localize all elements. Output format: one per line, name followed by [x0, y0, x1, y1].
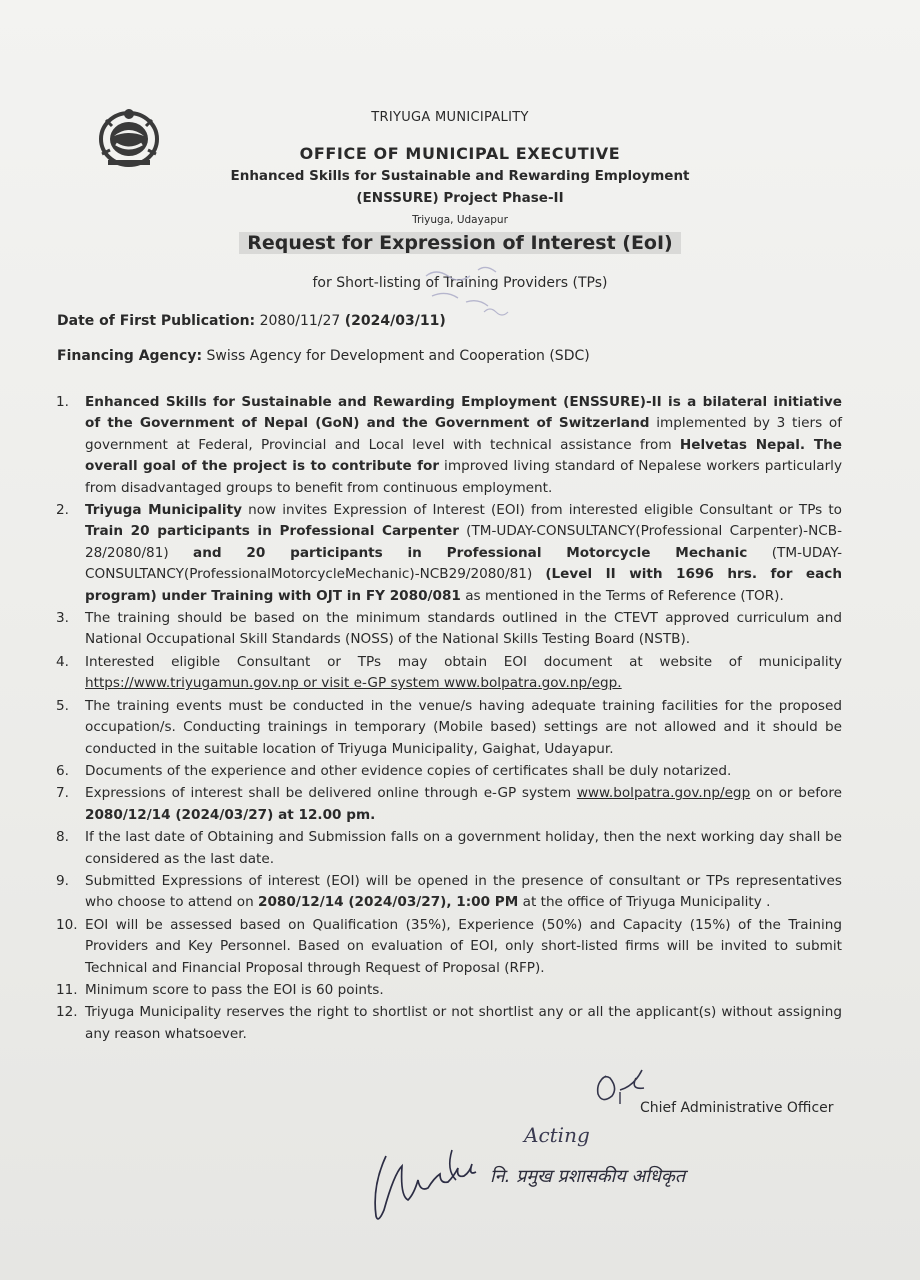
eoi-term-fragment: EOI will be assessed based on Qualification (35%), Experience (50%) and Capacity (15%) of the Training Providers and Key Personnel. Based on evaluation of EOI, only short-listed firms will be invited to submit Technical and Financial Proposal through Request of Proposal (RFP).	[85, 916, 842, 976]
eoi-term-number: 12.	[56, 1004, 78, 1021]
eoi-term-fragment: The training should be based on the minimum standards outlined in the CTEVT approved curriculum and National Occupational Skill Standards (NOSS) of the National Skills Testing Board (NSTB).	[85, 610, 842, 648]
eoi-term-item	[56, 696, 842, 760]
eoi-term-fragment: Documents of the experience and other evidence copies of certificates shall be duly notarized.	[85, 762, 732, 779]
eoi-terms-list	[56, 392, 842, 1046]
eoi-term-text	[85, 871, 842, 914]
eoi-term-item	[56, 608, 842, 651]
eoi-term-item	[56, 827, 842, 870]
eoi-term-fragment: (TM-UDAY-CONSULTANCY(Professional Carpenter)-NCB-28/2080/81)	[85, 523, 842, 561]
eoi-term-fragment: as mentioned in the Terms of Reference (TOR).	[460, 587, 784, 604]
eoi-term-item	[56, 761, 842, 782]
eoi-term-fragment: on or before	[750, 785, 842, 802]
eoi-term-fragment: Expressions of interest shall be delivered online through e-GP system	[85, 785, 577, 802]
eoi-term-link: www.bolpatra.gov.np/egp	[576, 785, 751, 802]
document-title-text: Request for Expression of Interest (EoI)	[239, 232, 681, 254]
eoi-term-fragment: at the office of Triyuga Municipality .	[518, 894, 771, 911]
publication-date-label: Date of First Publication:	[57, 313, 256, 329]
eoi-term-fragment: Submitted Expressions of interest (EOI) will be opened in the presence of consultant or TPs representatives who choose to attend on	[85, 872, 842, 911]
financing-agency-line	[57, 348, 590, 364]
office-name: OFFICE OF MUNICIPAL EXECUTIVE	[299, 144, 621, 163]
eoi-term-text	[85, 915, 842, 979]
eoi-term-number: 6.	[56, 762, 69, 779]
eoi-term-fragment: 2080/12/14 (2024/03/27) at 12.00 pm.	[85, 806, 376, 823]
document-title	[0, 232, 920, 254]
project-name-line1: Enhanced Skills for Sustainable and Rewarding Employment	[230, 168, 690, 184]
eoi-term-fragment: Minimum score to pass the EOI is 60 points.	[85, 981, 384, 998]
eoi-term-fragment: Triyuga Municipality reserves the right to shortlist or not shortlist any or all the applicant(s) without assigning any reason whatsoever.	[85, 1004, 842, 1042]
eoi-term-text	[85, 980, 842, 1001]
publication-date-ad: (2024/03/11)	[344, 313, 446, 329]
eoi-term-text	[85, 652, 842, 695]
eoi-term-fragment: 2080/12/14 (2024/03/27), 1:00 PM	[258, 894, 519, 911]
eoi-term-number: 7.	[56, 785, 69, 802]
eoi-term-fragment: Interested eligible Consultant or TPs may obtain EOI document at website of municipality	[85, 653, 842, 670]
eoi-term-text	[85, 500, 842, 607]
municipality-name: TRIYUGA MUNICIPALITY	[371, 110, 529, 125]
eoi-term-number: 5.	[56, 697, 69, 714]
handwritten-signature	[362, 1136, 492, 1228]
financing-agency-value: Swiss Agency for Development and Cooperation (SDC)	[206, 348, 590, 364]
eoi-term-item	[56, 980, 842, 1001]
eoi-term-fragment: Train 20 participants in Professional Carpenter	[85, 523, 459, 540]
eoi-term-text	[85, 1002, 842, 1045]
eoi-term-number: 11.	[56, 981, 78, 998]
document-subtitle: for Short-listing of Training Providers (TPs)	[312, 275, 608, 291]
eoi-term-item	[56, 652, 842, 695]
eoi-term-number: 4.	[56, 653, 69, 670]
eoi-term-fragment: implemented by 3 tiers of government at Federal, Provincial and Local level with technical assistance from	[85, 415, 842, 453]
eoi-term-text	[85, 608, 842, 651]
eoi-term-text	[85, 827, 842, 870]
eoi-term-item	[56, 783, 842, 826]
eoi-term-fragment: Triyuga Municipality	[85, 502, 242, 519]
eoi-term-fragment: Helvetas Nepal. The overall goal of the project is to contribute for	[85, 436, 843, 475]
eoi-term-text	[85, 761, 842, 782]
eoi-term-number: 9.	[56, 872, 69, 889]
eoi-term-number: 2.	[56, 502, 69, 519]
eoi-term-link: https://www.triyugamun.gov.np or visit e-GP system www.bolpatra.gov.np/egp.	[85, 675, 622, 692]
eoi-term-fragment: (Level II with 1696 hrs. for each program) under Training with OJT in FY 2080/081	[85, 566, 843, 604]
eoi-term-item	[56, 1002, 842, 1045]
eoi-term-number: 3.	[56, 610, 69, 627]
eoi-term-fragment: The training events must be conducted in the venue/s having adequate training facilities for the proposed occupation/s. Conducting trainings in temporary (Mobile based) settings are not allowed and it should be conducted in the suitable location of Triyuga Municipality, Gaighat, Udayapur.	[85, 697, 842, 757]
eoi-term-text	[85, 392, 842, 499]
project-name-line2: (ENSSURE) Project Phase-II	[356, 190, 564, 206]
office-location: Triyuga, Udayapur	[412, 214, 508, 226]
eoi-term-text	[85, 696, 842, 760]
eoi-term-fragment: (TM-UDAY-CONSULTANCY(ProfessionalMotorcycleMechanic)-NCB29/2080/81)	[85, 544, 842, 583]
eoi-term-number: 10.	[56, 916, 78, 933]
publication-date-bs: 2080/11/27	[259, 313, 341, 329]
eoi-term-fragment: Enhanced Skills for Sustainable and Rewarding Employment (ENSSURE)-II is a bilateral initiative of the Government of Nepal (GoN) and the Government of Switzerland	[85, 394, 842, 432]
eoi-term-item	[56, 915, 842, 979]
eoi-term-item	[56, 500, 842, 607]
eoi-term-fragment: If the last date of Obtaining and Submission falls on a government holiday, then the next working day shall be considered as the last date.	[85, 829, 842, 867]
financing-agency-label: Financing Agency:	[57, 348, 203, 364]
eoi-term-fragment: and 20 participants in Professional Motorcycle Mechanic	[193, 544, 748, 561]
chief-administrative-officer-label: Chief Administrative Officer	[640, 1100, 834, 1116]
acting-chief-administrative-officer-devanagari: नि. प्रमुख प्रशासकीय अधिकृत	[490, 1166, 686, 1187]
acting-note-text: Acting	[524, 1123, 590, 1147]
eoi-term-fragment: now invites Expression of Interest (EOI) from interested eligible Consultant or TPs to	[241, 502, 842, 519]
eoi-term-item	[56, 871, 842, 914]
eoi-term-text	[85, 783, 842, 826]
eoi-term-number: 1.	[56, 394, 69, 410]
acting-handwritten-note	[520, 1118, 620, 1154]
publication-date-line	[57, 313, 446, 329]
eoi-term-fragment: improved living standard of Nepalese workers particularly from disadvantaged groups to benefit from continuous employment.	[85, 458, 842, 496]
eoi-term-number: 8.	[56, 829, 69, 846]
eoi-term-item	[56, 392, 842, 499]
